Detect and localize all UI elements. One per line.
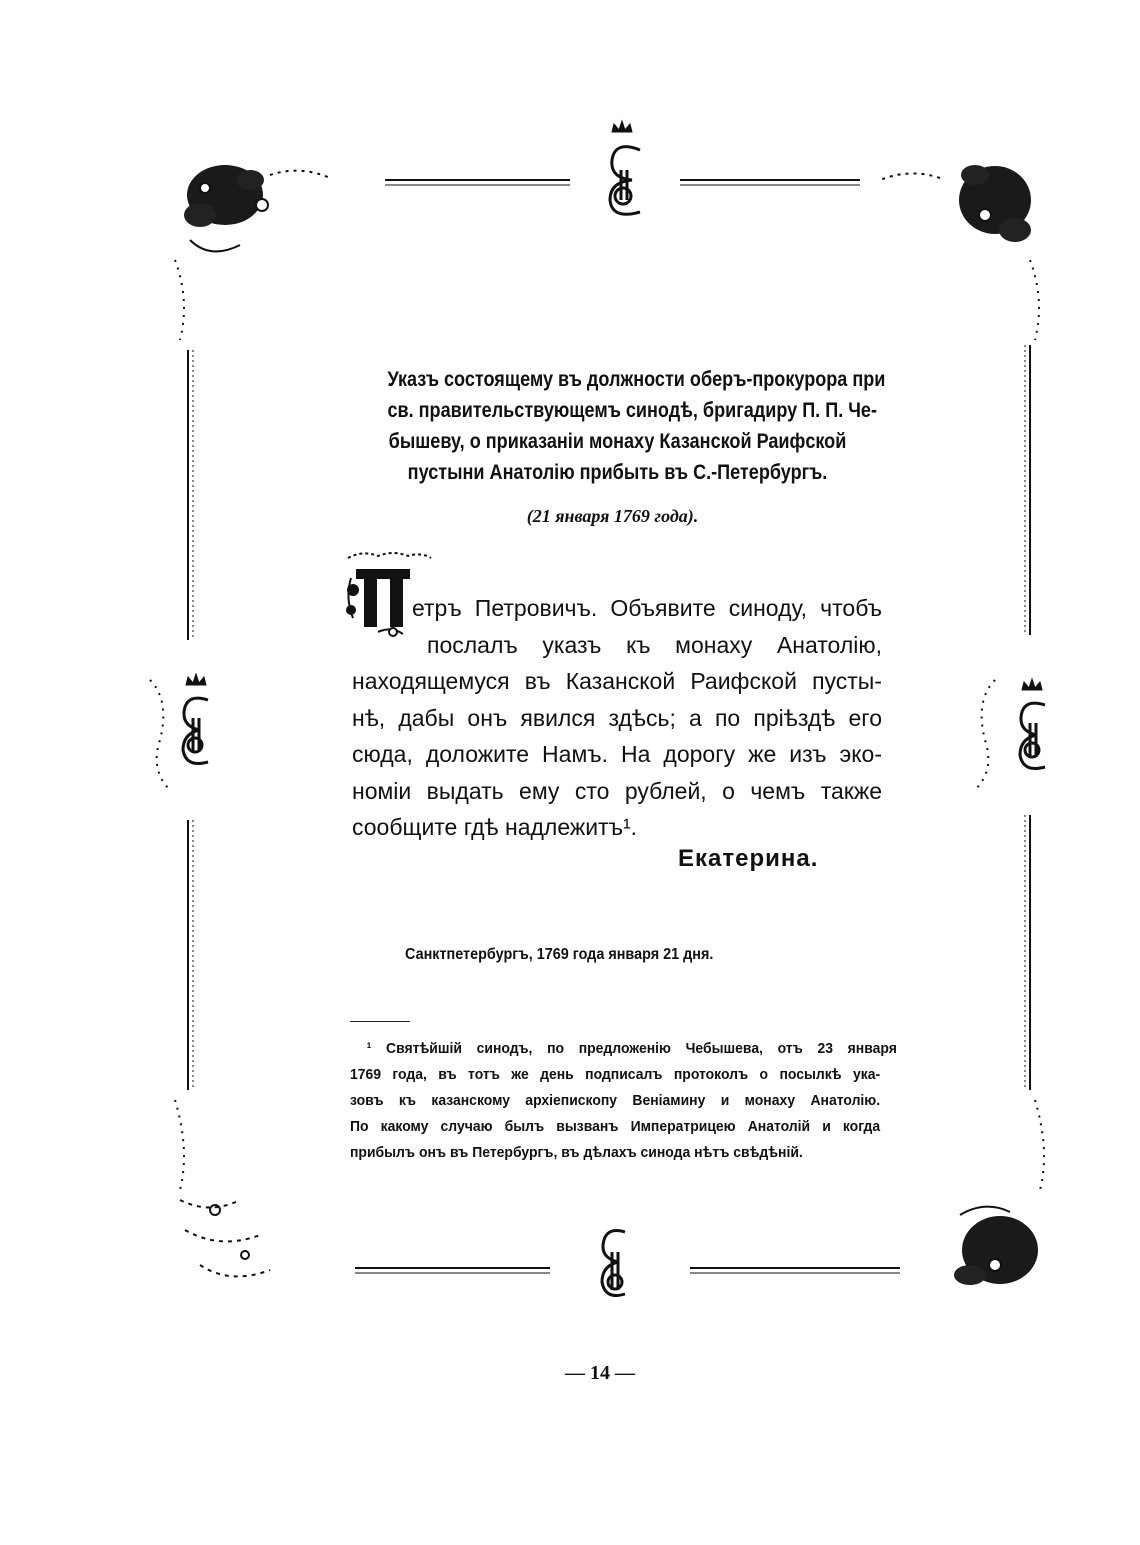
title-line: св. правительствующемъ синодѣ, бригадиру П. П. Че-	[387, 399, 877, 422]
body-line: послалъ указъ къ монаху Анатолiю,	[427, 631, 882, 658]
footnote-separator	[350, 1021, 410, 1022]
title-line: пустыни Анатолiю прибыть въ С.-Петербургъ.	[407, 461, 828, 484]
body-line: сообщите гдѣ надлежитъ¹.	[352, 814, 638, 840]
body-line: находящемуся въ Казанской Раифской пусты-	[352, 668, 882, 694]
page-number: — 14 —	[565, 1362, 635, 1384]
body-line: сюда, доложите Намъ. На дорогу же изъ эко-	[352, 741, 882, 767]
footnote-line: прибылъ онъ въ Петербургъ, въ дѣлахъ синода нѣтъ свѣдѣнiй.	[350, 1144, 803, 1161]
decree-date: (21 января 1769 года).	[526, 506, 699, 526]
corner-ornament-bottom-left	[180, 1200, 270, 1276]
corner-ornament-top-left	[184, 165, 330, 251]
body-line: етръ Петровичъ. Объявите синоду, чтобъ	[412, 595, 882, 621]
footnote-line: По какому случаю былъ вызванъ Императрицею Анатолiй и когда	[350, 1118, 881, 1135]
document-title	[387, 364, 886, 488]
signature: Екатерина.	[678, 845, 819, 872]
title-line: Указъ состоящему въ должности оберъ-прокурора при	[387, 368, 886, 391]
monogram-top	[610, 121, 640, 214]
body-line: нѣ, дабы онъ явился здѣсь; а по прiѣздѣ его	[352, 704, 882, 731]
decree-body	[352, 592, 882, 846]
monogram-bottom	[602, 1231, 625, 1296]
place-date: Санктпетербургъ, 1769 года января 21 дня.	[405, 946, 714, 963]
monogram-left	[183, 674, 208, 764]
body-line: номiи выдать ему сто рублей, о чемъ также	[352, 777, 882, 804]
title-line: бышеву, о приказанiи монаху Казанской Раифской	[388, 430, 847, 453]
footnote-line: зовъ къ казанскому архiепископу Венiамину и монаху Анатолiю.	[350, 1092, 881, 1109]
footnote-line: 1769 года, въ тотъ же день подписалъ протоколъ о посылкѣ ука-	[350, 1066, 881, 1083]
monogram-right	[1020, 679, 1045, 769]
corner-ornament-bottom-right	[954, 1207, 1038, 1285]
corner-ornament-top-right	[880, 165, 1031, 242]
footnote-line: ¹ Святѣйшiй синодъ, по предложенiю Чебышева, отъ 23 января	[366, 1040, 897, 1057]
footnote	[350, 1036, 897, 1166]
